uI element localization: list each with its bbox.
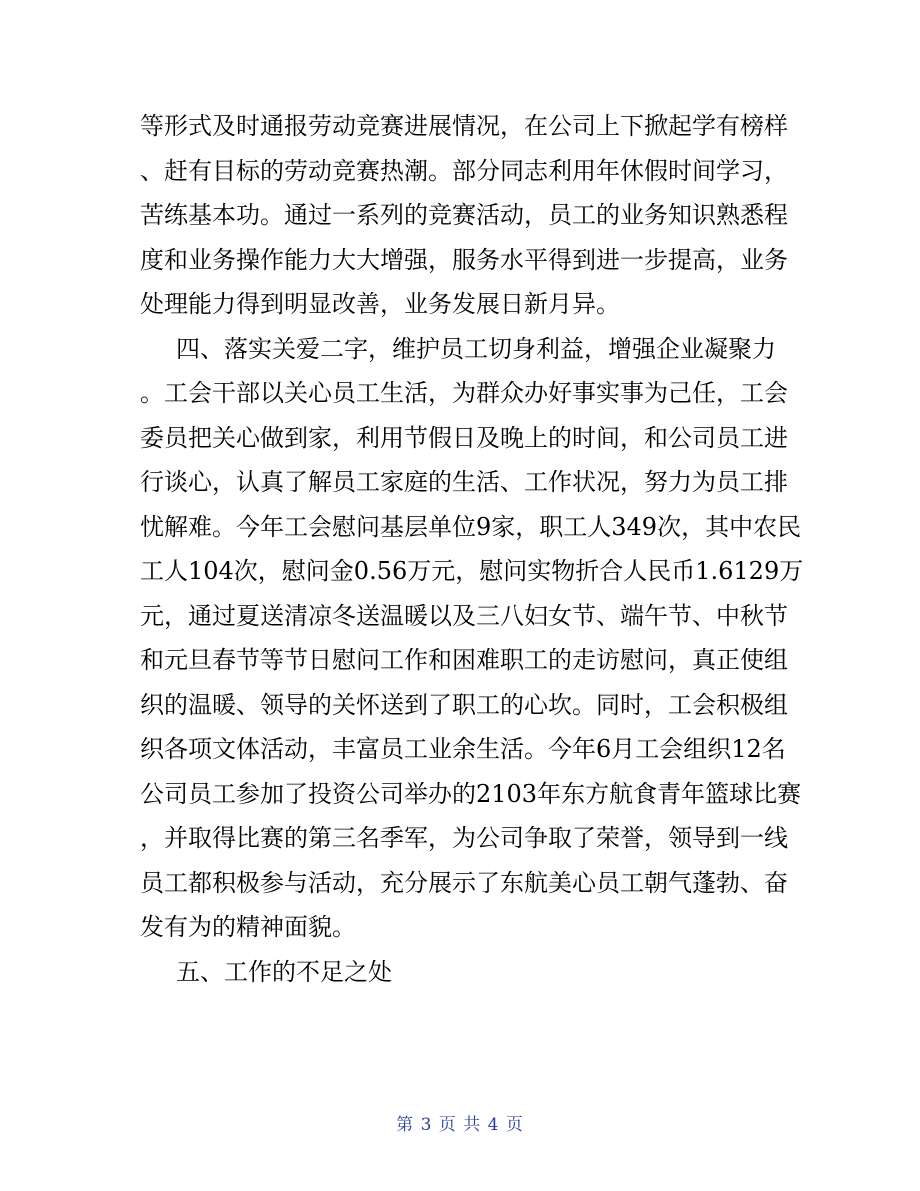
text-line: 苦练基本功。通过一系列的竞赛活动，员工的业务知识熟悉程 (140, 201, 788, 229)
page-number-footer: 第 3 页 共 4 页 (396, 1115, 524, 1135)
section-heading-4: 四、落实关爱二字，维护员工切身利益，增强企业凝聚力 (176, 334, 776, 363)
text-line: 织的温暖、领导的关怀送到了职工的心坎。同时，工会积极组 (140, 690, 788, 719)
text-line: 、赶有目标的劳动竞赛热潮。部分同志利用年休假时间学习， (140, 156, 788, 185)
text-line: 和元旦春节等节日慰问工作和困难职工的走访慰问，真正使组 (140, 646, 788, 674)
text-line: 忧解难。今年工会慰问基层单位9家，职工人349次，其中农民 (140, 512, 802, 541)
text-line: 织各项文体活动，丰富员工业余生活。今年6月工会组织12名 (140, 735, 786, 763)
text-line: 。工会干部以关心员工生活，为群众办好事实事为己任，工会 (140, 379, 788, 407)
text-line: 等形式及时通报劳动竞赛进展情况，在公司上下掀起学有榜样 (140, 112, 788, 140)
text-line: 员工都积极参与活动，充分展示了东航美心员工朝气蓬勃、奋 (140, 868, 788, 897)
text-line: 元，通过夏送清凉冬送温暖以及三八妇女节、端午节、中秋节 (140, 601, 788, 630)
text-line: 度和业务操作能力大大增强，服务水平得到进一步提高，业务 (140, 245, 788, 274)
text-line: 处理能力得到明显改善，业务发展日新月异。 (140, 290, 620, 318)
document-body (140, 104, 804, 994)
text-line: 行谈心，认真了解员工家庭的生活、工作状况，努力为员工排 (140, 468, 788, 496)
text-line: 工人104次，慰问金0.56万元，慰问实物折合人民币1.6129万 (140, 557, 804, 585)
text-line: 发有为的精神面貌。 (140, 913, 356, 941)
text-line: ，并取得比赛的第三名季军，为公司争取了荣誉，领导到一线 (140, 824, 788, 852)
text-line: 委员把关心做到家，利用节假日及晚上的时间，和公司员工进 (140, 423, 788, 452)
section-heading-5: 五、工作的不足之处 (176, 957, 392, 986)
text-line: 公司员工参加了投资公司举办的2103年东方航食青年篮球比赛 (140, 779, 802, 808)
